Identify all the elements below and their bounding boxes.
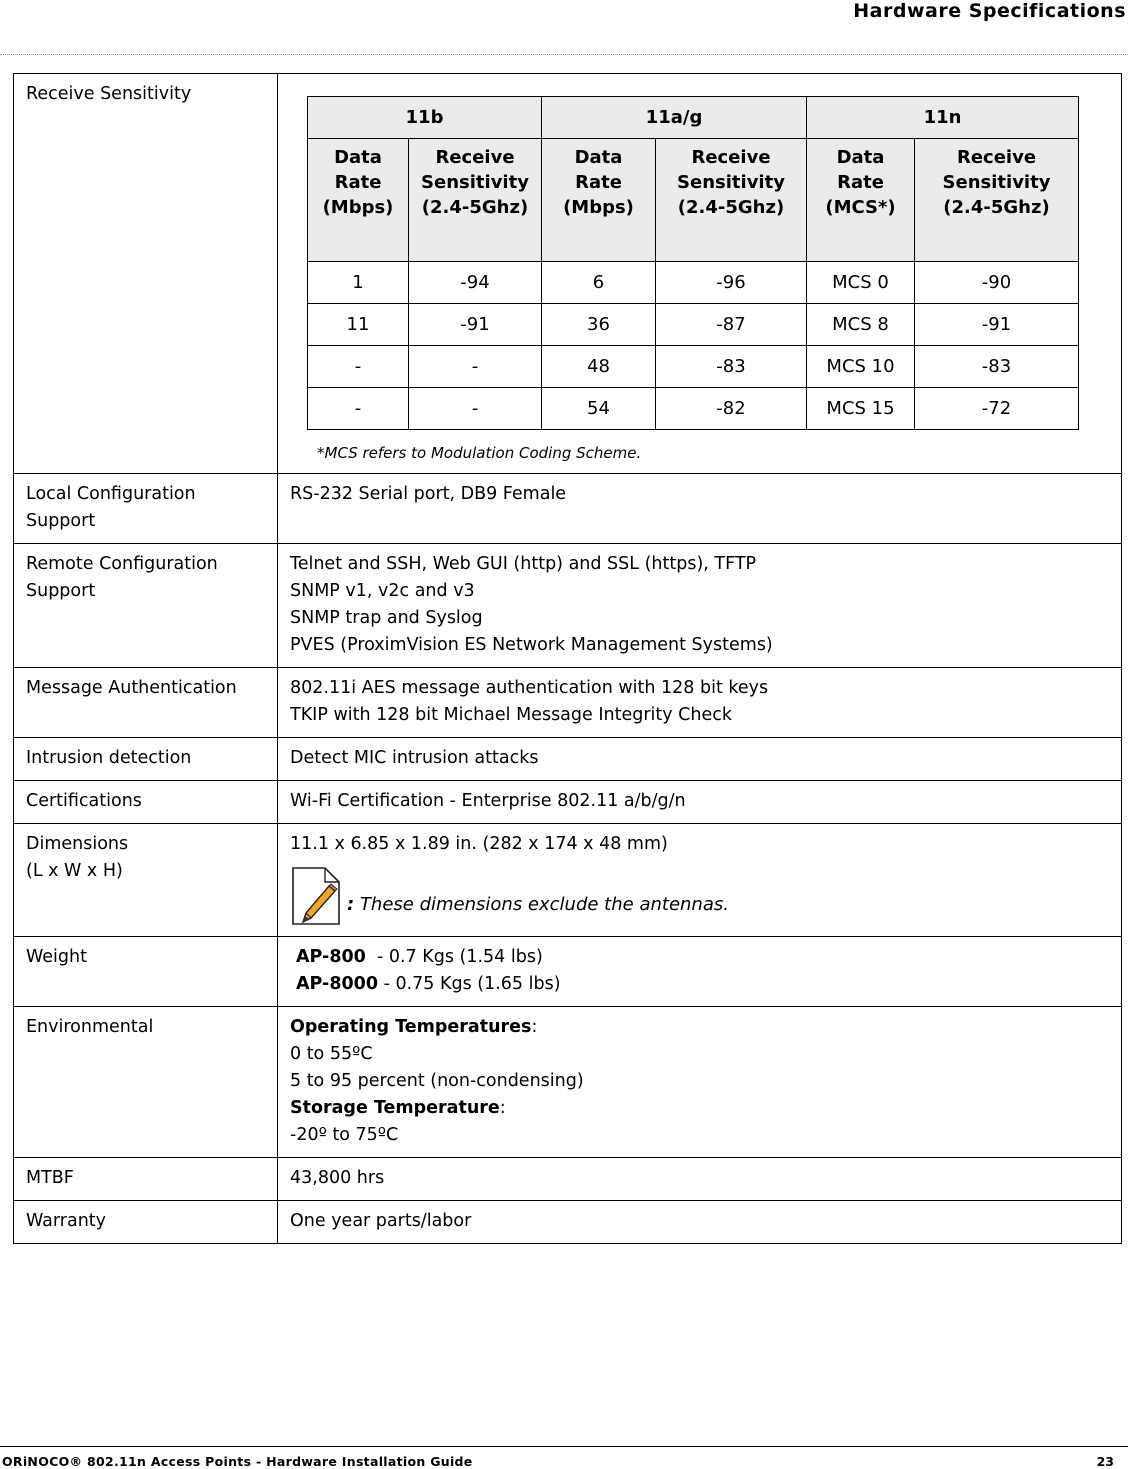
- spec-value: [278, 1007, 1122, 1158]
- spec-label: Certifications: [14, 781, 278, 824]
- storage-temp-heading: [290, 1095, 1109, 1122]
- weight-value: - 0.75 Kgs (1.65 lbs): [378, 974, 561, 994]
- footer-divider: [0, 1446, 1128, 1447]
- spec-label: Intrusion detection: [14, 738, 278, 781]
- heading-colon: :: [499, 1098, 506, 1118]
- spec-label-line: (L x W x H): [26, 861, 123, 881]
- note-text: [347, 891, 729, 918]
- model-name: AP-800: [296, 947, 366, 967]
- sensitivity-cell: -90: [915, 262, 1079, 304]
- sensitivity-cell: 36: [542, 304, 656, 346]
- sensitivity-table-body: [308, 262, 1079, 430]
- sensitivity-cell: 48: [542, 346, 656, 388]
- page-header-title: Hardware Specifications: [853, 0, 1126, 22]
- spec-row-weight: [14, 937, 1122, 1007]
- sensitivity-cell: -87: [656, 304, 807, 346]
- heading-colon: :: [531, 1017, 538, 1037]
- note-colon: :: [347, 893, 355, 915]
- spec-value-line: TKIP with 128 bit Michael Message Integrity Check: [290, 705, 733, 725]
- column-header-line: Rate: [837, 172, 884, 193]
- operating-temp-heading: [290, 1014, 1109, 1041]
- spec-row-intrusion: [14, 738, 1122, 781]
- spec-label: [14, 474, 278, 544]
- spec-label-line: Dimensions: [26, 834, 129, 854]
- column-header-line: Sensitivity: [677, 172, 785, 193]
- heading-text: Operating Temperatures: [290, 1017, 532, 1037]
- weight-value: - 0.7 Kgs (1.54 lbs): [365, 947, 543, 967]
- column-header-line: Rate: [334, 172, 382, 193]
- sensitivity-cell: -: [409, 346, 542, 388]
- spec-label: Warranty: [14, 1201, 278, 1244]
- column-header-line: Data: [574, 147, 623, 168]
- column-header-line: Sensitivity: [942, 172, 1051, 193]
- heading-text: Storage Temperature: [290, 1098, 500, 1118]
- note-pencil-icon: [285, 864, 347, 928]
- spec-row-certifications: [14, 781, 1122, 824]
- column-header: [656, 139, 807, 262]
- spec-value-line: SNMP trap and Syslog: [290, 608, 483, 628]
- sensitivity-cell: 1: [308, 262, 409, 304]
- column-header-line: (2.4-5Ghz): [943, 197, 1050, 218]
- spec-row-dimensions: [14, 824, 1122, 937]
- spec-label-line: Support: [26, 581, 96, 601]
- spec-value-line: 0 to 55ºC: [290, 1044, 373, 1064]
- spec-row-environmental: [14, 1007, 1122, 1158]
- spec-label: Weight: [14, 937, 278, 1007]
- header-divider: [0, 54, 1128, 55]
- sensitivity-cell: -96: [656, 262, 807, 304]
- footer-page-number: 23: [1096, 1454, 1114, 1469]
- spec-value-line: 11.1 x 6.85 x 1.89 in. (282 x 174 x 48 mm): [290, 834, 668, 854]
- group-header: 11n: [807, 97, 1079, 139]
- sensitivity-cell: -: [308, 388, 409, 430]
- spec-label: Environmental: [14, 1007, 278, 1158]
- sensitivity-group-header-row: [308, 97, 1079, 139]
- sensitivity-cell: -: [409, 388, 542, 430]
- spec-value: Detect MIC intrusion attacks: [278, 738, 1122, 781]
- column-header-line: (MCS*): [825, 197, 896, 218]
- spec-label: Message Authentication: [14, 668, 278, 738]
- spec-row-local-config: [14, 474, 1122, 544]
- note-body: These dimensions exclude the antennas.: [359, 893, 729, 915]
- hardware-spec-table: [13, 73, 1122, 1244]
- model-name: AP-8000: [296, 974, 379, 994]
- column-header-line: Data: [836, 147, 885, 168]
- sensitivity-row: [308, 304, 1079, 346]
- spec-value: Wi-Fi Certification - Enterprise 802.11 a/b/g/n: [278, 781, 1122, 824]
- sensitivity-cell: -82: [656, 388, 807, 430]
- weight-item: [290, 971, 1109, 998]
- column-header: [409, 139, 542, 262]
- spec-label: MTBF: [14, 1158, 278, 1201]
- sensitivity-cell: -72: [915, 388, 1079, 430]
- sensitivity-cell: MCS 15: [807, 388, 915, 430]
- spec-label: [14, 544, 278, 668]
- column-header: [542, 139, 656, 262]
- column-header-line: Receive: [691, 147, 771, 168]
- column-header-line: Data: [334, 147, 382, 168]
- spec-value-line: PVES (ProximVision ES Network Management Systems): [290, 635, 773, 655]
- column-header-line: Rate: [575, 172, 622, 193]
- column-header: [308, 139, 409, 262]
- sensitivity-cell: -91: [915, 304, 1079, 346]
- column-header-line: (2.4-5Ghz): [421, 197, 529, 218]
- column-header-line: (2.4-5Ghz): [677, 197, 785, 218]
- receive-sensitivity-table: [307, 96, 1079, 430]
- spec-value: RS-232 Serial port, DB9 Female: [278, 474, 1122, 544]
- mcs-footnote: *MCS refers to Modulation Coding Scheme.: [317, 444, 642, 462]
- spec-value: [278, 668, 1122, 738]
- column-header: [807, 139, 915, 262]
- spec-row-mtbf: [14, 1158, 1122, 1201]
- column-header-line: Receive: [956, 147, 1037, 168]
- sensitivity-cell: -83: [915, 346, 1079, 388]
- sensitivity-cell: -83: [656, 346, 807, 388]
- column-header-line: (Mbps): [322, 197, 394, 218]
- sensitivity-cell: MCS 8: [807, 304, 915, 346]
- sensitivity-cell: 6: [542, 262, 656, 304]
- spec-value: One year parts/labor: [278, 1201, 1122, 1244]
- column-header-line: (Mbps): [563, 197, 634, 218]
- sensitivity-cell: 54: [542, 388, 656, 430]
- spec-value-line: -20º to 75ºC: [290, 1125, 399, 1145]
- spec-value: [278, 74, 1122, 474]
- spec-value: [278, 937, 1122, 1007]
- spec-value: 43,800 hrs: [278, 1158, 1122, 1201]
- sensitivity-column-header-row: [308, 139, 1079, 262]
- sensitivity-row: [308, 346, 1079, 388]
- sensitivity-cell: MCS 10: [807, 346, 915, 388]
- spec-label-line: Local Configuration: [26, 484, 196, 504]
- spec-value: [278, 544, 1122, 668]
- sensitivity-cell: -91: [409, 304, 542, 346]
- weight-item: [290, 944, 1109, 971]
- spec-label: Receive Sensitivity: [14, 74, 278, 474]
- spec-label: [14, 824, 278, 937]
- dimensions-note: [290, 864, 1109, 928]
- sensitivity-row: [308, 262, 1079, 304]
- spec-value: [278, 824, 1122, 937]
- sensitivity-cell: -94: [409, 262, 542, 304]
- group-header: 11b: [308, 97, 542, 139]
- column-header-line: Sensitivity: [421, 172, 529, 193]
- sensitivity-cell: 11: [308, 304, 409, 346]
- spec-value-line: Telnet and SSH, Web GUI (http) and SSL (https), TFTP: [290, 554, 757, 574]
- sensitivity-cell: -: [308, 346, 409, 388]
- spec-label-line: Support: [26, 511, 96, 531]
- sensitivity-row: [308, 388, 1079, 430]
- spec-row-remote-config: [14, 544, 1122, 668]
- column-header-line: Receive: [435, 147, 515, 168]
- sensitivity-cell: MCS 0: [807, 262, 915, 304]
- spec-row-receive-sensitivity: [14, 74, 1122, 474]
- column-header: [915, 139, 1079, 262]
- spec-value-line: SNMP v1, v2c and v3: [290, 581, 475, 601]
- spec-value-line: 802.11i AES message authentication with 128 bit keys: [290, 678, 769, 698]
- group-header: 11a/g: [542, 97, 807, 139]
- spec-row-message-auth: [14, 668, 1122, 738]
- spec-row-warranty: [14, 1201, 1122, 1244]
- footer-guide-title: ORiNOCO® 802.11n Access Points - Hardware Installation Guide: [2, 1454, 473, 1469]
- spec-value-line: 5 to 95 percent (non-condensing): [290, 1071, 584, 1091]
- spec-label-line: Remote Configuration: [26, 554, 218, 574]
